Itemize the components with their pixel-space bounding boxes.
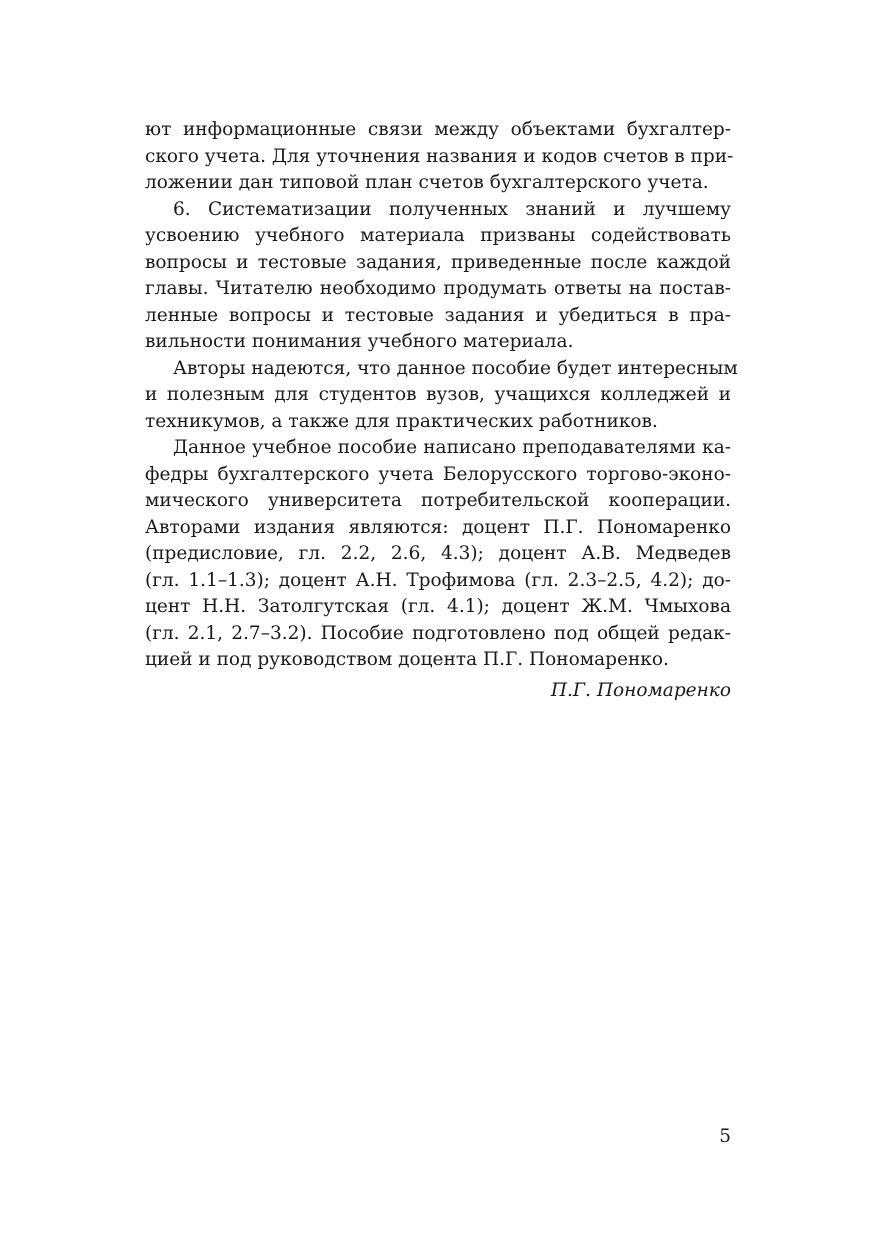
text-line: главы. Читателю необходимо продумать ответы на постав- bbox=[145, 278, 731, 299]
text-line: ют информационные связи между объектами бухгалтер- bbox=[145, 119, 731, 140]
paragraph-authorship bbox=[145, 435, 731, 674]
text-line: ленные вопросы и тестовые задания и убедиться в пра- bbox=[145, 304, 731, 326]
text-line: и полезным для студентов вузов, учащихся колледжей и bbox=[145, 384, 731, 405]
text-line: ского учета. Для уточнения названия и кодов счетов в при- bbox=[145, 145, 734, 167]
text-line: (предисловие, гл. 2.2, 2.6, 4.3); доцент А.В. Медведев bbox=[145, 543, 731, 564]
text-line: 6. Систематизации полученных знаний и лучшему bbox=[173, 198, 731, 220]
text-line: Авторы надеются, что данное пособие будет интересным bbox=[173, 357, 738, 379]
text-line: мического университета потребительской кооперации. bbox=[145, 490, 731, 511]
text-line: (гл. 2.1, 2.7–3.2). Пособие подготовлено под общей редак- bbox=[145, 622, 731, 644]
text-line: ложении дан типовой план счетов бухгалтерского учета. bbox=[145, 172, 709, 193]
text-line: Авторами издания являются: доцент П.Г. Пономаренко bbox=[145, 516, 731, 538]
page-number: 5 bbox=[719, 1126, 731, 1147]
text-line: федры бухгалтерского учета Белорусского торгово-эконо- bbox=[145, 463, 731, 485]
text-line: цией и под руководством доцента П.Г. Пономаренко. bbox=[145, 649, 669, 670]
text-line: вопросы и тестовые задания, приведенные после каждой bbox=[145, 251, 731, 273]
text-line: (гл. 1.1–1.3); доцент А.Н. Трофимова (гл. 2.3–2.5, 4.2); до- bbox=[145, 569, 731, 591]
text-line: вильности понимания учебного материала. bbox=[145, 331, 574, 352]
document-body bbox=[145, 117, 738, 704]
signature: П.Г. Пономаренко bbox=[550, 679, 731, 701]
text-line: цент Н.Н. Затолгутская (гл. 4.1); доцент Ж.М. Чмыхова bbox=[145, 596, 731, 617]
paragraph-continuation bbox=[145, 117, 734, 197]
paragraph-authors-hope bbox=[145, 356, 738, 436]
paragraph-item-6 bbox=[145, 197, 731, 356]
text-line: техникумов, а также для практических работников. bbox=[145, 410, 658, 432]
text-line: усвоению учебного материала призваны содействовать bbox=[145, 225, 731, 246]
text-line: Данное учебное пособие написано преподавателями ка- bbox=[173, 437, 731, 458]
